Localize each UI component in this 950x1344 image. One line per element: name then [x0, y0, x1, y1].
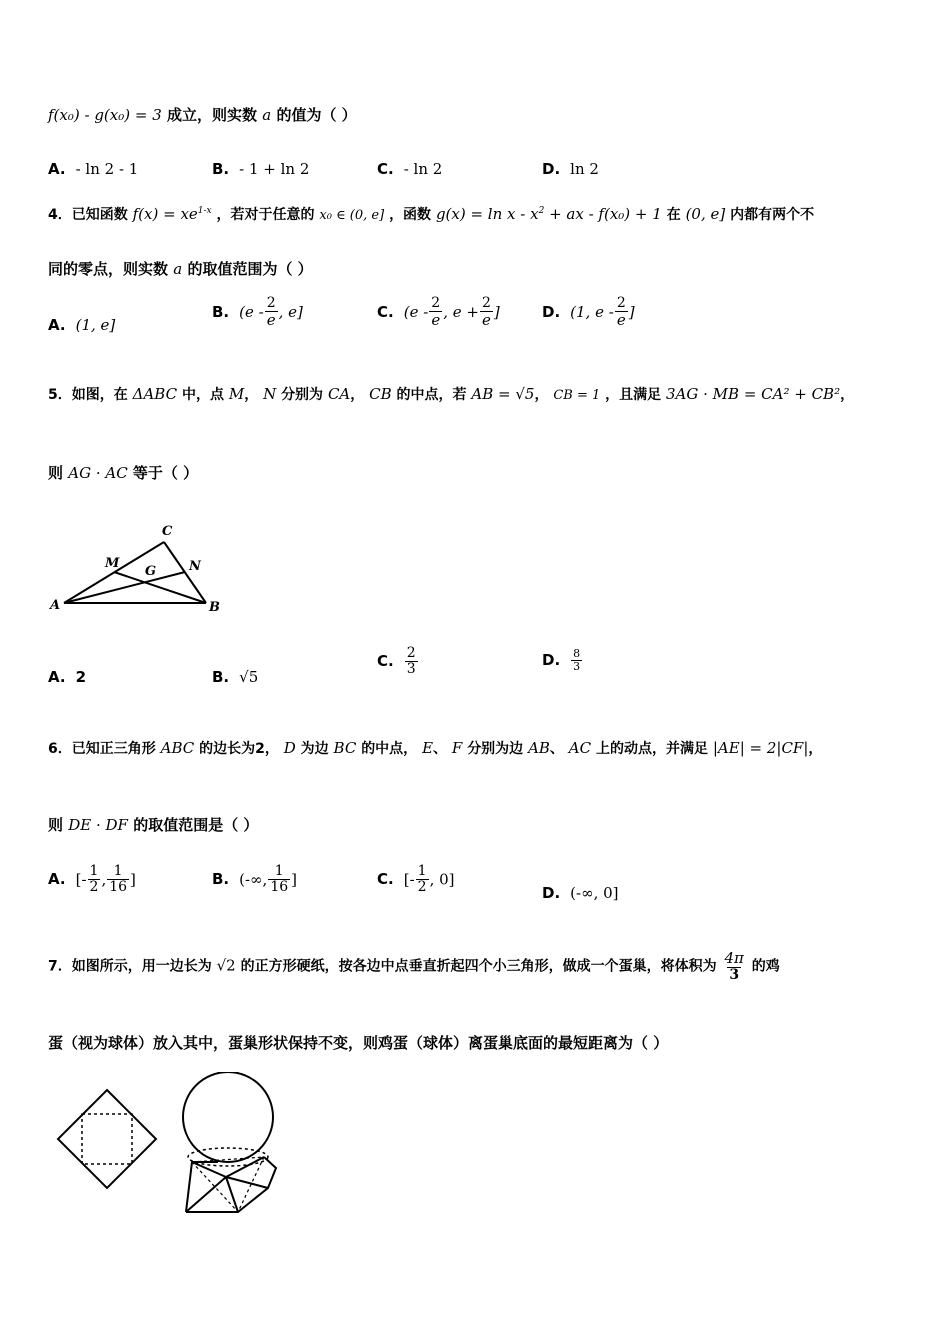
- q7-number: 7．如图所示，用一边长为: [48, 958, 212, 975]
- q4-text3: 在: [666, 207, 681, 223]
- q6-option-c[interactable]: C. [- $\frac{1}{2}$ , 0]: [377, 863, 455, 896]
- q5-stem-line2: 则 AG · AC 等于（ ）: [48, 464, 199, 482]
- q4-option-d[interactable]: D. (1, e - $\frac{2}{e}$ ]: [542, 295, 635, 330]
- q6-option-d[interactable]: D. (-∞, 0]: [542, 884, 619, 902]
- q5-option-a[interactable]: A. 2: [48, 668, 87, 686]
- q7-stem-line2: 蛋（视为球体）放入其中，蛋巢形状保持不变，则鸡蛋（球体）离蛋巢底面的最短距离为（ ）: [48, 1034, 669, 1052]
- q4-text5: 同的零点，则实数: [48, 260, 169, 278]
- q4-number: 4．已知函数: [48, 207, 128, 223]
- q6-stem-line2: 则 DE · DF 的取值范围是（ ）: [48, 816, 259, 834]
- outer-square: [58, 1090, 156, 1188]
- q7-volume: $\frac{4\pi}{3}$: [724, 949, 744, 983]
- q7-egg-nest-figure: [176, 1072, 316, 1232]
- q5-stem-line1: 5．如图，在 ΔABC 中，点 M， N 分别为 CA， CB 的中点，若 AB = √5， CB = 1 ，且满足 3AG · MB = CA² + CB²，: [48, 385, 855, 403]
- inner-square: [82, 1114, 132, 1164]
- q5-triangle: ΔABC: [132, 385, 178, 403]
- q4-stem-line1: [48, 204, 814, 224]
- q5-condition: 3AG · MB = CA² + CB²: [666, 385, 841, 403]
- q6-dot-product: DE · DF: [68, 816, 128, 834]
- q3-expr: f(x₀) - g(x₀) = 3: [48, 106, 162, 124]
- label-a: A: [50, 598, 61, 613]
- q4-var: a: [173, 260, 183, 278]
- q6-number: 6．已知正三角形: [48, 741, 156, 757]
- q4-g-def: $g(x) = \ln x - x^2$ + ax - f(x₀) + 1: [435, 205, 662, 223]
- q4-option-c[interactable]: C. (e - $\frac{2}{e}$ , e + $\frac{2}{e}$ ]: [377, 295, 500, 330]
- label-n: N: [189, 559, 201, 574]
- q5-option-d[interactable]: D. $\frac{8}{3}$: [542, 647, 581, 674]
- q3-text: 成立，则实数: [167, 106, 258, 124]
- q7-side-length: √2: [216, 956, 236, 975]
- q3-option-b[interactable]: B. - 1 + ln 2: [212, 160, 310, 178]
- q7-stem-line1: 7．如图所示，用一边长为 √2 的正方形硬纸，按各边中点垂直折起四个小三角形，做成一个蛋巢，将体积为 $\frac{4\pi}{3}$ 的鸡: [48, 949, 780, 983]
- q5-triangle-figure: [48, 520, 238, 620]
- q4-option-b[interactable]: B. (e - $\frac{2}{e}$ , e]: [212, 295, 303, 330]
- q4-text4: 内都有两个不: [730, 207, 815, 223]
- q5-option-c[interactable]: C. $\frac{2}{3}$: [377, 645, 416, 678]
- label-m: M: [105, 556, 120, 571]
- q3-option-c[interactable]: C. - ln 2: [377, 160, 443, 178]
- label-b: B: [209, 600, 220, 615]
- q3-var: a: [262, 106, 272, 124]
- label-g: G: [145, 564, 157, 579]
- q3-option-a[interactable]: A. - ln 2 - 1: [48, 160, 139, 178]
- q4-f-def: $f(x) = xe^{1-x}$: [132, 205, 212, 223]
- q4-text6: 的取值范围为（ ）: [187, 260, 313, 278]
- q3-text2: 的值为（ ）: [276, 106, 357, 124]
- q6-stem-line1: 6．已知正三角形 ABC 的边长为2， D 为边 BC 的中点， E、 F 分别为边 AB、 AC 上的动点，并满足 |AE| = 2|CF|，: [48, 739, 823, 757]
- q6-option-a[interactable]: A. [- $\frac{1}{2}$ , $\frac{1}{16}$ ]: [48, 863, 136, 896]
- q5-dot-product: AG · AC: [68, 464, 128, 482]
- q4-text2: ，函数: [389, 207, 432, 223]
- q5-number: 5．如图，在: [48, 387, 128, 403]
- q6-condition: |AE| = 2|CF|: [712, 739, 809, 757]
- q4-option-a[interactable]: A. (1, e]: [48, 316, 116, 334]
- q5-ab-length: AB = √5: [471, 385, 535, 403]
- q4-interval: (0, e]: [685, 205, 726, 223]
- q7-paper-figure: [50, 1080, 170, 1210]
- q5-cb-length: CB = 1: [553, 388, 601, 403]
- q3-condition-line: [48, 104, 357, 125]
- q4-x0-cond: x₀ ∈ (0, e]: [319, 208, 385, 223]
- q3-option-d[interactable]: D. ln 2: [542, 160, 599, 178]
- label-c: C: [162, 524, 173, 539]
- median-an: [64, 572, 185, 603]
- q5-option-b[interactable]: B. √5: [212, 668, 259, 686]
- q4-text1: ，若对于任意的: [216, 207, 315, 223]
- q4-stem-line2: [48, 258, 313, 279]
- q6-option-b[interactable]: B. (-∞, $\frac{1}{16}$ ]: [212, 863, 298, 896]
